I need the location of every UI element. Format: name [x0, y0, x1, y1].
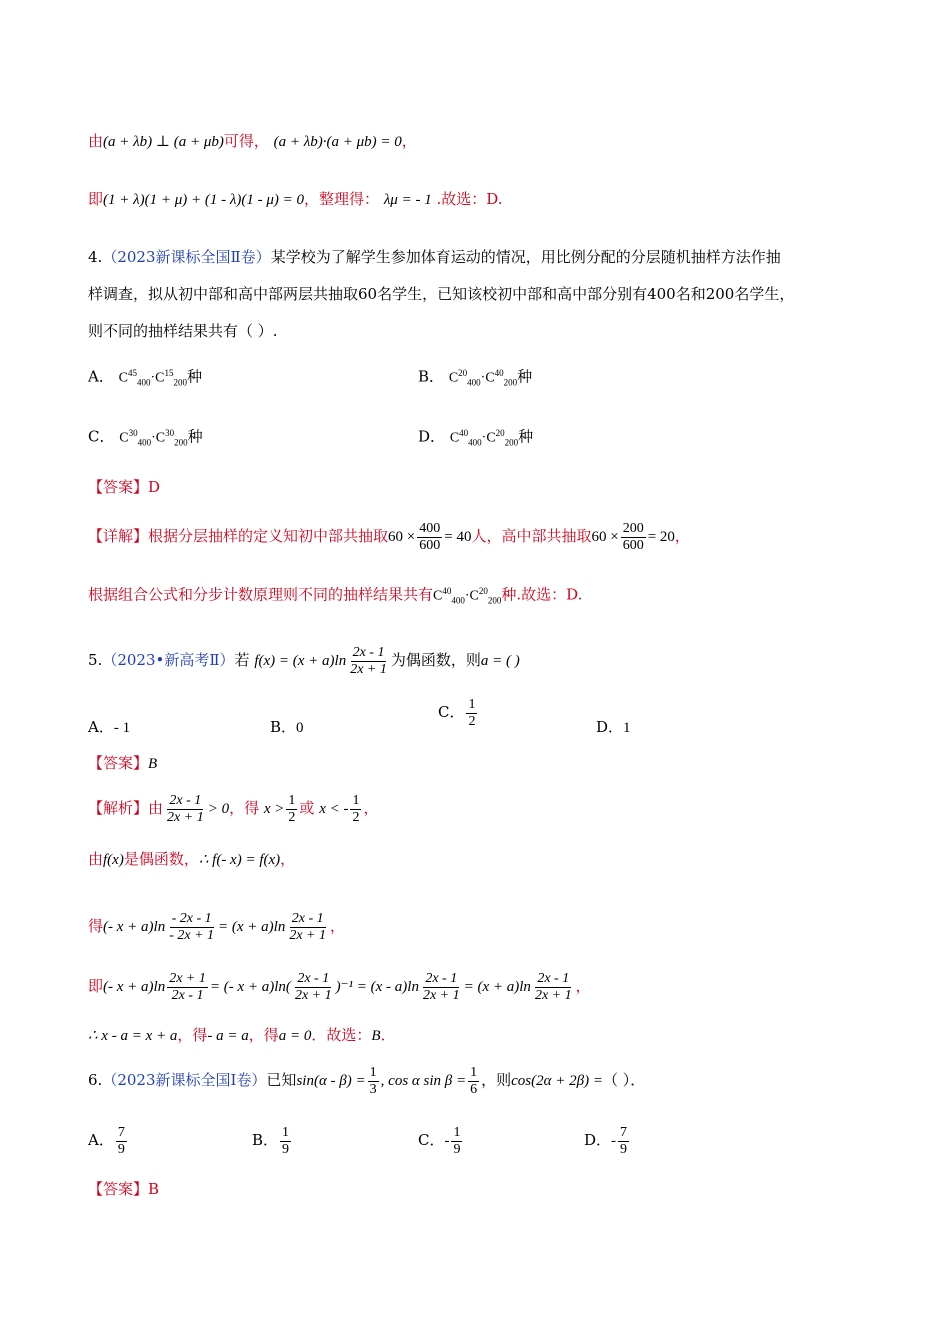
math: (- x + a)ln — [103, 919, 166, 935]
analysis-text: ．故选： — [311, 1026, 372, 1044]
analysis-text: 是偶函数， — [123, 850, 199, 868]
math: 60 × — [591, 529, 619, 545]
analysis-text: ，得 — [248, 1026, 279, 1044]
question-stem: 某学校为了解学生参加体育运动的情况，用比例分配的分层随机抽样方法作抽 — [270, 248, 781, 266]
q4-stem-line1 — [88, 246, 781, 268]
fraction: $\frac{1}{6}$ — [470, 1064, 478, 1097]
analysis-text: ， — [330, 917, 346, 935]
fraction: $\frac{2x + 1}{2x - 1}$ — [169, 970, 206, 1003]
detail-text: 根据组合公式和分步计数原理则不同的抽样结果共有 — [88, 585, 434, 604]
q4-detail-line2 — [88, 580, 582, 611]
option-unit: 种 — [187, 427, 203, 446]
combination: $C^{40}_{400}\cdot C^{20}_{200}$ — [433, 586, 502, 606]
option-unit: 种 — [186, 367, 202, 386]
question-source: （2023新课标全国Ⅰ卷） — [102, 1071, 267, 1089]
q6-stem — [88, 1060, 645, 1101]
detail-tag: 【详解】 — [88, 527, 149, 545]
fraction: $\frac{2x - 1}{2x + 1}$ — [350, 644, 387, 677]
answer-value: D — [148, 478, 161, 496]
math: cos(2α + 2β) = — [511, 1073, 603, 1089]
q6-option-b: B． $\frac{1}{9}$ — [252, 1124, 290, 1157]
math: , cos α sin β = — [380, 1073, 467, 1089]
q5-analysis-line3 — [88, 906, 345, 947]
q4-detail-line1 — [88, 518, 690, 555]
math: f(x) — [103, 852, 124, 868]
q6-option-c: C．- $\frac{1}{9}$ — [418, 1124, 461, 1157]
answer-tag: 【答案】 — [88, 1180, 149, 1198]
q3-text: .故选：D. — [436, 190, 503, 208]
combination: $C^{45}_{400}\cdot C^{15}_{200}$ — [118, 368, 187, 388]
math: = 20 — [647, 529, 675, 545]
combination: $C^{20}_{400}\cdot C^{40}_{200}$ — [448, 368, 518, 388]
analysis-text: 或 — [299, 799, 315, 817]
question-source: （2023新课标全国Ⅱ卷） — [102, 248, 271, 266]
math: = (- x + a)ln( — [209, 979, 291, 995]
q5-option-d: D．1 — [596, 718, 631, 736]
fraction: $\frac{1}{2}$ — [352, 792, 360, 825]
fraction: $\frac{2x - 1}{2x + 1}$ — [422, 970, 460, 1003]
math: - a = a — [207, 1028, 249, 1044]
detail-text: 种.故选：D. — [501, 585, 583, 604]
fraction: $\frac{1}{2}$ — [288, 792, 296, 825]
answer-tag: 【答案】 — [88, 754, 149, 772]
analysis-text: ， — [575, 977, 591, 995]
q5-analysis-line1 — [88, 788, 379, 829]
combination: $C^{40}_{400}\cdot C^{20}_{200}$ — [449, 428, 519, 448]
math: B — [371, 1028, 381, 1044]
question-source: （2023•新高考Ⅱ） — [102, 651, 235, 669]
q5-option-b: B．0 — [270, 718, 304, 736]
q5-analysis-line5 — [88, 1024, 396, 1047]
math: a = ( ) — [480, 653, 520, 669]
math: a = 0 — [278, 1028, 312, 1044]
option-unit: 种 — [517, 367, 533, 386]
q5-option-a: A．- 1 — [88, 718, 131, 736]
answer-tag: 【答案】 — [88, 478, 149, 496]
q4-option-b — [418, 362, 532, 393]
question-number: 5. — [88, 651, 103, 669]
fraction: $\frac{2x - 1}{2x + 1}$ — [294, 970, 332, 1003]
math: > 0 — [207, 801, 230, 817]
math: (- x + a)ln — [103, 979, 166, 995]
q3-math: (a + λb) ⊥ (a + μb) — [103, 134, 224, 150]
q6-answer — [88, 1178, 159, 1200]
q3-line2 — [88, 188, 503, 211]
combination: $C^{30}_{400}\cdot C^{30}_{200}$ — [119, 428, 188, 448]
fraction: $\frac{2x - 1}{2x + 1}$ — [167, 792, 204, 825]
math: f(x) = (x + a)ln — [254, 653, 347, 669]
q4-stem-line3: 则不同的抽样结果共有（ ）. — [88, 322, 278, 340]
question-text: 已知 — [266, 1071, 297, 1089]
math: = 40 — [444, 529, 472, 545]
q3-math: (a + λb)·(a + μb) = 0 — [273, 134, 402, 150]
fraction: $\frac{200}{600}$ — [622, 520, 644, 553]
fraction: $\frac{2x - 1}{2x + 1}$ — [289, 910, 327, 943]
q3-line1 — [88, 130, 417, 153]
q4-option-d — [418, 422, 533, 453]
q4-option-c — [88, 422, 203, 453]
question-text: 若 — [234, 651, 250, 669]
answer-value: B — [148, 1180, 160, 1198]
q3-math: λμ = - 1 — [383, 192, 432, 208]
math: x > — [263, 801, 285, 817]
option-label: A． — [88, 367, 114, 386]
math: = (x + a)ln — [463, 979, 531, 995]
option-label: B． — [418, 367, 445, 386]
q3-text: 由 — [88, 132, 104, 150]
math: sin(α - β) = — [296, 1073, 366, 1089]
fraction: $\frac{- 2x - 1}{- 2x + 1}$ — [169, 910, 215, 943]
q5-stem — [88, 640, 520, 681]
math: )⁻¹ = (x - a)ln — [335, 979, 419, 995]
analysis-text: 由 — [148, 799, 164, 817]
answer-value: B — [148, 756, 158, 772]
fraction: $\frac{400}{600}$ — [419, 520, 441, 553]
math: ∴ x - a = x + a — [88, 1028, 178, 1044]
detail-text: 根据分层抽样的定义知初中部共抽取 — [148, 527, 389, 545]
fraction: $\frac{2x - 1}{2x + 1}$ — [534, 970, 572, 1003]
q5-answer — [88, 752, 157, 775]
option-label: D． — [418, 427, 446, 446]
q4-option-a — [88, 362, 202, 393]
q3-text: ， — [401, 132, 417, 150]
q6-option-d: D．- $\frac{7}{9}$ — [584, 1124, 628, 1157]
analysis-tag: 【解析】 — [88, 799, 149, 817]
math: 60 × — [388, 529, 416, 545]
analysis-text: ， — [363, 799, 379, 817]
analysis-text: ，得 — [229, 799, 260, 817]
analysis-text: ， — [280, 850, 296, 868]
q5-analysis-line4 — [88, 966, 591, 1007]
q4-answer — [88, 476, 160, 498]
question-number: 6. — [88, 1071, 103, 1089]
option-unit: 种 — [518, 427, 534, 446]
math: = (x + a)ln — [218, 919, 286, 935]
question-number: 4. — [88, 248, 103, 266]
question-text: ，则 — [481, 1071, 512, 1089]
q5-analysis-line2 — [88, 848, 295, 871]
q6-option-a: A． $\frac{7}{9}$ — [88, 1124, 125, 1157]
q3-text: 可得， — [223, 132, 269, 150]
q3-text: ，整理得： — [304, 190, 380, 208]
q5-option-c: C． $\frac{1}{2}$ — [438, 696, 476, 729]
q4-stem-line2: 样调查，拟从初中部和高中部两层共抽取60名学生，已知该校初中部和高中部分别有400名和200名学生， — [88, 285, 795, 303]
analysis-text: 即 — [88, 977, 104, 995]
detail-text: 人，高中部共抽取 — [471, 527, 592, 545]
q3-math: (1 + λ)(1 + μ) + (1 - λ)(1 - μ) = 0 — [103, 192, 305, 208]
analysis-text: ，得 — [177, 1026, 208, 1044]
question-text: （ ）． — [602, 1071, 646, 1089]
analysis-text: 得 — [88, 917, 104, 935]
option-label: C． — [88, 427, 115, 446]
analysis-text: ． — [380, 1026, 396, 1044]
question-text: 为偶函数，则 — [390, 651, 481, 669]
analysis-text: 由 — [88, 850, 104, 868]
detail-text: ， — [674, 527, 690, 545]
q3-text: 即 — [88, 190, 104, 208]
math: x < - — [319, 801, 349, 817]
math: ∴ f(- x) = f(x) — [198, 852, 281, 868]
fraction: $\frac{1}{3}$ — [369, 1064, 377, 1097]
